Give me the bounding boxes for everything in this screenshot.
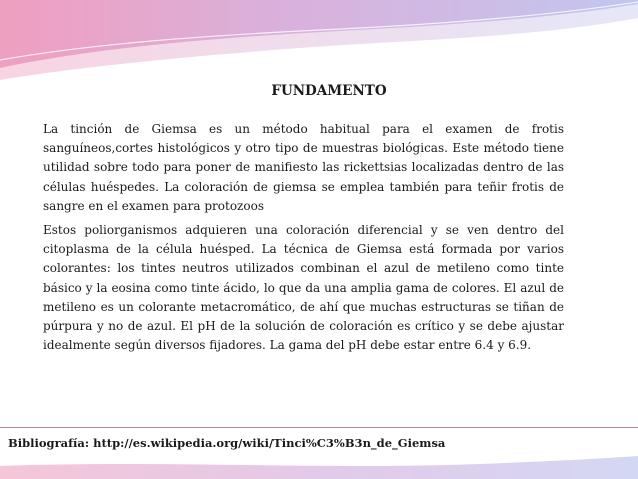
footer-divider <box>0 427 638 428</box>
slide-title-text: FUNDAMENTO <box>271 83 387 99</box>
paragraph-details: Estos poliorganismos adquieren una coloración diferencial y se ven dentro del citoplasma de la célula huésped. La técnica de Giemsa está formada por varios colorantes: los tintes neutros utilizados combinan el azul de metileno como tinte básico y la eosina como tinte ácido, lo que da una amplia gama de colores. El azul de metileno es un colorante metacromático, de ahí que muchas estructuras se tiñan de púrpura y no de azul. El pH de la solución de coloración es crítico y se debe ajustar idealmente según diversos fijadores. La gama del pH debe estar entre 6.4 y 6.9. <box>43 223 564 353</box>
header-decorative-band <box>0 0 638 80</box>
footer-decorative-band <box>0 452 638 479</box>
bibliography-reference: Bibliografía: http://es.wikipedia.org/wiki/Tinci%C3%B3n_de_Giemsa <box>8 436 446 450</box>
footer-wave <box>0 456 638 479</box>
paragraph-intro: La tinción de Giemsa es un método habitual para el examen de frotis sanguíneos,cortes histológicos y otro tipo de muestras biológicas. Este método tiene utilidad sobre todo para poner de manifiesto las rickettsias localizadas dentro de las células huéspedes. La coloración de giemsa se emplea también para teñir frotis de sangre en el examen para protozoos <box>43 122 564 213</box>
slide-title <box>0 83 638 99</box>
